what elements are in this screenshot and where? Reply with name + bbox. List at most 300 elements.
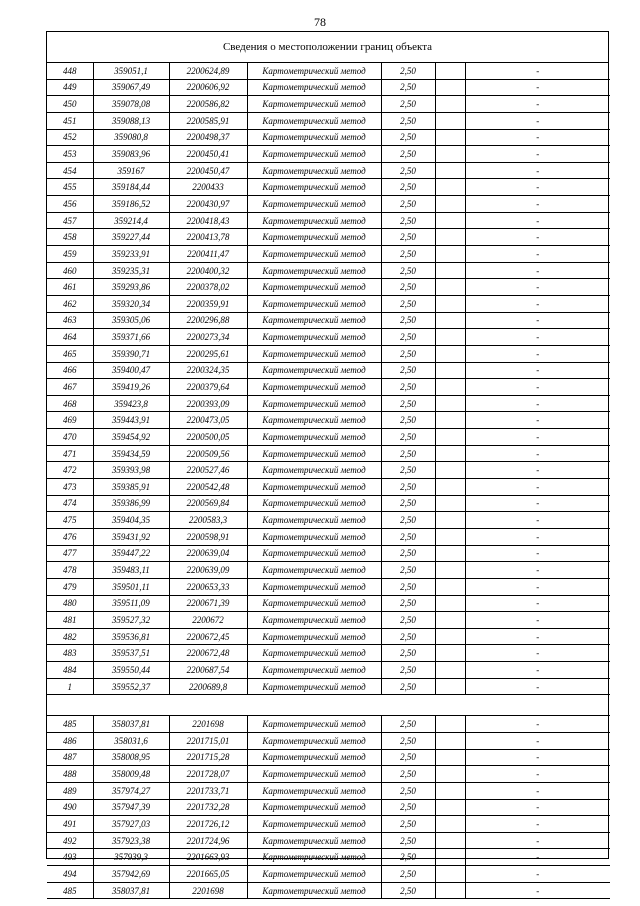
blank-cell bbox=[435, 495, 465, 512]
description-cell: - bbox=[465, 732, 610, 749]
blank-cell bbox=[435, 279, 465, 296]
table-row bbox=[47, 379, 610, 396]
y-coordinate: 2200672 bbox=[169, 612, 247, 629]
table-row bbox=[47, 749, 610, 766]
point-number: 480 bbox=[47, 595, 93, 612]
accuracy-cell: 2,50 bbox=[381, 279, 435, 296]
accuracy-cell: 2,50 bbox=[381, 716, 435, 733]
description-cell: - bbox=[465, 362, 610, 379]
description-cell: - bbox=[465, 578, 610, 595]
method-cell: Картометрический метод bbox=[247, 246, 381, 263]
description-cell: - bbox=[465, 612, 610, 629]
method-cell: Картометрический метод bbox=[247, 96, 381, 113]
blank-cell bbox=[435, 462, 465, 479]
table-row bbox=[47, 578, 610, 595]
blank-cell bbox=[435, 832, 465, 849]
description-cell: - bbox=[465, 495, 610, 512]
blank-cell bbox=[435, 479, 465, 496]
y-coordinate: 2200598,91 bbox=[169, 528, 247, 545]
table-row bbox=[47, 562, 610, 579]
y-coordinate: 2201698 bbox=[169, 882, 247, 899]
y-coordinate: 2200639,09 bbox=[169, 562, 247, 579]
point-number: 494 bbox=[47, 866, 93, 883]
y-coordinate: 2200433 bbox=[169, 179, 247, 196]
x-coordinate: 358031,6 bbox=[93, 732, 169, 749]
point-number: 454 bbox=[47, 162, 93, 179]
y-coordinate: 2200569,84 bbox=[169, 495, 247, 512]
coordinates-frame bbox=[46, 31, 609, 896]
accuracy-cell: 2,50 bbox=[381, 379, 435, 396]
blank-cell bbox=[435, 612, 465, 629]
x-coordinate: 359080,8 bbox=[93, 129, 169, 146]
blank-cell bbox=[435, 429, 465, 446]
x-coordinate: 359186,52 bbox=[93, 196, 169, 213]
method-cell: Картометрический метод bbox=[247, 295, 381, 312]
table-row bbox=[47, 112, 610, 129]
table-row bbox=[47, 179, 610, 196]
description-cell: - bbox=[465, 849, 610, 866]
point-number: 489 bbox=[47, 782, 93, 799]
y-coordinate: 2200498,37 bbox=[169, 129, 247, 146]
point-number: 452 bbox=[47, 129, 93, 146]
description-cell: - bbox=[465, 832, 610, 849]
method-cell: Картометрический метод bbox=[247, 799, 381, 816]
table-row bbox=[47, 212, 610, 229]
y-coordinate: 2201724,96 bbox=[169, 832, 247, 849]
description-cell: - bbox=[465, 262, 610, 279]
accuracy-cell: 2,50 bbox=[381, 312, 435, 329]
description-cell: - bbox=[465, 412, 610, 429]
point-number: 459 bbox=[47, 246, 93, 263]
x-coordinate: 359393,98 bbox=[93, 462, 169, 479]
blank-cell bbox=[435, 562, 465, 579]
y-coordinate: 2200378,02 bbox=[169, 279, 247, 296]
x-coordinate: 359537,51 bbox=[93, 645, 169, 662]
table-row bbox=[47, 479, 610, 496]
x-coordinate: 359483,11 bbox=[93, 562, 169, 579]
description-cell: - bbox=[465, 512, 610, 529]
y-coordinate: 2200672,48 bbox=[169, 645, 247, 662]
method-cell: Картометрический метод bbox=[247, 395, 381, 412]
accuracy-cell: 2,50 bbox=[381, 528, 435, 545]
point-number: 469 bbox=[47, 412, 93, 429]
method-cell: Картометрический метод bbox=[247, 495, 381, 512]
y-coordinate: 2200586,82 bbox=[169, 96, 247, 113]
accuracy-cell: 2,50 bbox=[381, 179, 435, 196]
point-number: 1 bbox=[47, 678, 93, 695]
blank-cell bbox=[435, 766, 465, 783]
method-cell: Картометрический метод bbox=[247, 412, 381, 429]
y-coordinate: 2200606,92 bbox=[169, 79, 247, 96]
table-row bbox=[47, 866, 610, 883]
method-cell: Картометрический метод bbox=[247, 882, 381, 899]
x-coordinate: 359051,1 bbox=[93, 63, 169, 79]
blank-cell bbox=[435, 412, 465, 429]
table-row bbox=[47, 832, 610, 849]
blank-cell bbox=[435, 196, 465, 213]
blank-cell bbox=[435, 146, 465, 163]
point-number: 493 bbox=[47, 849, 93, 866]
method-cell: Картометрический метод bbox=[247, 445, 381, 462]
description-cell: - bbox=[465, 329, 610, 346]
x-coordinate: 357923,38 bbox=[93, 832, 169, 849]
blank-cell bbox=[435, 716, 465, 733]
y-coordinate: 2200324,35 bbox=[169, 362, 247, 379]
y-coordinate: 2201733,71 bbox=[169, 782, 247, 799]
accuracy-cell: 2,50 bbox=[381, 562, 435, 579]
y-coordinate: 2201663,93 bbox=[169, 849, 247, 866]
x-coordinate: 359501,11 bbox=[93, 578, 169, 595]
x-coordinate: 359431,92 bbox=[93, 528, 169, 545]
accuracy-cell: 2,50 bbox=[381, 329, 435, 346]
table-row bbox=[47, 662, 610, 679]
accuracy-cell: 2,50 bbox=[381, 545, 435, 562]
method-cell: Картометрический метод bbox=[247, 749, 381, 766]
x-coordinate: 359320,34 bbox=[93, 295, 169, 312]
table-row bbox=[47, 595, 610, 612]
method-cell: Картометрический метод bbox=[247, 628, 381, 645]
blank-cell bbox=[435, 262, 465, 279]
blank-cell bbox=[435, 79, 465, 96]
method-cell: Картометрический метод bbox=[247, 612, 381, 629]
y-coordinate: 2200500,05 bbox=[169, 429, 247, 446]
point-number: 449 bbox=[47, 79, 93, 96]
point-number: 485 bbox=[47, 882, 93, 899]
point-number: 470 bbox=[47, 429, 93, 446]
blank-cell bbox=[435, 246, 465, 263]
accuracy-cell: 2,50 bbox=[381, 79, 435, 96]
x-coordinate: 359454,92 bbox=[93, 429, 169, 446]
description-cell: - bbox=[465, 246, 610, 263]
point-number: 481 bbox=[47, 612, 93, 629]
accuracy-cell: 2,50 bbox=[381, 96, 435, 113]
x-coordinate: 357942,69 bbox=[93, 866, 169, 883]
y-coordinate: 2200393,09 bbox=[169, 395, 247, 412]
x-coordinate: 359386,99 bbox=[93, 495, 169, 512]
accuracy-cell: 2,50 bbox=[381, 732, 435, 749]
y-coordinate: 2200527,46 bbox=[169, 462, 247, 479]
point-number: 474 bbox=[47, 495, 93, 512]
y-coordinate: 2201726,12 bbox=[169, 816, 247, 833]
point-number: 490 bbox=[47, 799, 93, 816]
table-row bbox=[47, 129, 610, 146]
y-coordinate: 2200418,43 bbox=[169, 212, 247, 229]
blank-cell bbox=[435, 512, 465, 529]
x-coordinate: 359305,06 bbox=[93, 312, 169, 329]
point-number: 478 bbox=[47, 562, 93, 579]
point-number: 483 bbox=[47, 645, 93, 662]
point-number: 462 bbox=[47, 295, 93, 312]
blank-cell bbox=[435, 732, 465, 749]
accuracy-cell: 2,50 bbox=[381, 799, 435, 816]
point-number: 448 bbox=[47, 63, 93, 79]
x-coordinate: 359184,44 bbox=[93, 179, 169, 196]
table-row bbox=[47, 295, 610, 312]
y-coordinate: 2200450,41 bbox=[169, 146, 247, 163]
x-coordinate: 359235,31 bbox=[93, 262, 169, 279]
method-cell: Картометрический метод bbox=[247, 816, 381, 833]
method-cell: Картометрический метод bbox=[247, 528, 381, 545]
blank-cell bbox=[435, 882, 465, 899]
x-coordinate: 358037,81 bbox=[93, 882, 169, 899]
point-number: 467 bbox=[47, 379, 93, 396]
y-coordinate: 2200273,34 bbox=[169, 329, 247, 346]
method-cell: Картометрический метод bbox=[247, 63, 381, 79]
description-cell: - bbox=[465, 146, 610, 163]
method-cell: Картометрический метод bbox=[247, 678, 381, 695]
y-coordinate: 2200624,89 bbox=[169, 63, 247, 79]
y-coordinate: 2200295,61 bbox=[169, 345, 247, 362]
method-cell: Картометрический метод bbox=[247, 832, 381, 849]
table-row bbox=[47, 462, 610, 479]
table-row bbox=[47, 766, 610, 783]
table-row bbox=[47, 63, 610, 79]
description-cell: - bbox=[465, 279, 610, 296]
method-cell: Картометрический метод bbox=[247, 562, 381, 579]
method-cell: Картометрический метод bbox=[247, 849, 381, 866]
method-cell: Картометрический метод bbox=[247, 329, 381, 346]
table-row bbox=[47, 628, 610, 645]
point-number: 458 bbox=[47, 229, 93, 246]
point-number: 479 bbox=[47, 578, 93, 595]
description-cell: - bbox=[465, 678, 610, 695]
blank-cell bbox=[435, 678, 465, 695]
table-row bbox=[47, 196, 610, 213]
blank-cell bbox=[435, 63, 465, 79]
x-coordinate: 359536,81 bbox=[93, 628, 169, 645]
method-cell: Картометрический метод bbox=[247, 312, 381, 329]
accuracy-cell: 2,50 bbox=[381, 445, 435, 462]
accuracy-cell: 2,50 bbox=[381, 162, 435, 179]
method-cell: Картометрический метод bbox=[247, 345, 381, 362]
method-cell: Картометрический метод bbox=[247, 732, 381, 749]
point-number: 488 bbox=[47, 766, 93, 783]
point-number: 460 bbox=[47, 262, 93, 279]
y-coordinate: 2200509,56 bbox=[169, 445, 247, 462]
accuracy-cell: 2,50 bbox=[381, 645, 435, 662]
method-cell: Картометрический метод bbox=[247, 766, 381, 783]
blank-cell bbox=[435, 229, 465, 246]
x-coordinate: 357974,27 bbox=[93, 782, 169, 799]
x-coordinate: 357939,3 bbox=[93, 849, 169, 866]
x-coordinate: 359404,35 bbox=[93, 512, 169, 529]
y-coordinate: 2200379,64 bbox=[169, 379, 247, 396]
table-row bbox=[47, 395, 610, 412]
accuracy-cell: 2,50 bbox=[381, 63, 435, 79]
description-cell: - bbox=[465, 882, 610, 899]
method-cell: Картометрический метод bbox=[247, 196, 381, 213]
table-row bbox=[47, 429, 610, 446]
method-cell: Картометрический метод bbox=[247, 212, 381, 229]
table-row bbox=[47, 732, 610, 749]
blank-cell bbox=[435, 528, 465, 545]
description-cell: - bbox=[465, 749, 610, 766]
blank-cell bbox=[435, 799, 465, 816]
table-row bbox=[47, 312, 610, 329]
method-cell: Картометрический метод bbox=[247, 595, 381, 612]
table-row bbox=[47, 612, 610, 629]
table-row bbox=[47, 329, 610, 346]
description-cell: - bbox=[465, 766, 610, 783]
accuracy-cell: 2,50 bbox=[381, 129, 435, 146]
y-coordinate: 2200473,05 bbox=[169, 412, 247, 429]
point-number: 485 bbox=[47, 716, 93, 733]
x-coordinate: 359419,26 bbox=[93, 379, 169, 396]
accuracy-cell: 2,50 bbox=[381, 495, 435, 512]
accuracy-cell: 2,50 bbox=[381, 462, 435, 479]
point-number: 461 bbox=[47, 279, 93, 296]
method-cell: Картометрический метод bbox=[247, 179, 381, 196]
description-cell: - bbox=[465, 295, 610, 312]
x-coordinate: 359078,08 bbox=[93, 96, 169, 113]
description-cell: - bbox=[465, 462, 610, 479]
description-cell: - bbox=[465, 429, 610, 446]
method-cell: Картометрический метод bbox=[247, 112, 381, 129]
x-coordinate: 358008,95 bbox=[93, 749, 169, 766]
x-coordinate: 359293,86 bbox=[93, 279, 169, 296]
point-number: 463 bbox=[47, 312, 93, 329]
table-row bbox=[47, 79, 610, 96]
blank-cell bbox=[435, 329, 465, 346]
table-row bbox=[47, 545, 610, 562]
accuracy-cell: 2,50 bbox=[381, 429, 435, 446]
method-cell: Картометрический метод bbox=[247, 645, 381, 662]
point-number: 451 bbox=[47, 112, 93, 129]
blank-cell bbox=[435, 628, 465, 645]
x-coordinate: 359400,47 bbox=[93, 362, 169, 379]
method-cell: Картометрический метод bbox=[247, 578, 381, 595]
y-coordinate: 2200411,47 bbox=[169, 246, 247, 263]
description-cell: - bbox=[465, 816, 610, 833]
blank-cell bbox=[435, 129, 465, 146]
method-cell: Картометрический метод bbox=[247, 866, 381, 883]
y-coordinate: 2200450,47 bbox=[169, 162, 247, 179]
y-coordinate: 2200585,91 bbox=[169, 112, 247, 129]
table-row bbox=[47, 816, 610, 833]
x-coordinate: 359447,22 bbox=[93, 545, 169, 562]
x-coordinate: 357947,39 bbox=[93, 799, 169, 816]
description-cell: - bbox=[465, 129, 610, 146]
blank-cell bbox=[435, 545, 465, 562]
method-cell: Картометрический метод bbox=[247, 362, 381, 379]
description-cell: - bbox=[465, 379, 610, 396]
accuracy-cell: 2,50 bbox=[381, 412, 435, 429]
description-cell: - bbox=[465, 866, 610, 883]
table-row bbox=[47, 678, 610, 695]
table-row bbox=[47, 162, 610, 179]
description-cell: - bbox=[465, 628, 610, 645]
accuracy-cell: 2,50 bbox=[381, 229, 435, 246]
description-cell: - bbox=[465, 229, 610, 246]
point-number: 486 bbox=[47, 732, 93, 749]
blank-cell bbox=[435, 662, 465, 679]
blank-cell bbox=[435, 595, 465, 612]
description-cell: - bbox=[465, 395, 610, 412]
description-cell: - bbox=[465, 782, 610, 799]
y-coordinate: 2201715,28 bbox=[169, 749, 247, 766]
point-number: 471 bbox=[47, 445, 93, 462]
y-coordinate: 2200542,48 bbox=[169, 479, 247, 496]
description-cell: - bbox=[465, 562, 610, 579]
y-coordinate: 2201732,28 bbox=[169, 799, 247, 816]
description-cell: - bbox=[465, 662, 610, 679]
table-row bbox=[47, 279, 610, 296]
y-coordinate: 2200296,88 bbox=[169, 312, 247, 329]
table-row bbox=[47, 528, 610, 545]
point-number: 476 bbox=[47, 528, 93, 545]
description-cell: - bbox=[465, 63, 610, 79]
accuracy-cell: 2,50 bbox=[381, 678, 435, 695]
y-coordinate: 2200672,45 bbox=[169, 628, 247, 645]
x-coordinate: 359083,96 bbox=[93, 146, 169, 163]
method-cell: Картометрический метод bbox=[247, 146, 381, 163]
accuracy-cell: 2,50 bbox=[381, 866, 435, 883]
accuracy-cell: 2,50 bbox=[381, 628, 435, 645]
description-cell: - bbox=[465, 162, 610, 179]
method-cell: Картометрический метод bbox=[247, 716, 381, 733]
point-number: 456 bbox=[47, 196, 93, 213]
method-cell: Картометрический метод bbox=[247, 512, 381, 529]
x-coordinate: 359511,09 bbox=[93, 595, 169, 612]
accuracy-cell: 2,50 bbox=[381, 295, 435, 312]
description-cell: - bbox=[465, 545, 610, 562]
blank-cell bbox=[435, 395, 465, 412]
y-coordinate: 2200400,32 bbox=[169, 262, 247, 279]
separator-row bbox=[47, 695, 610, 716]
description-cell: - bbox=[465, 312, 610, 329]
point-number: 464 bbox=[47, 329, 93, 346]
accuracy-cell: 2,50 bbox=[381, 146, 435, 163]
blank-cell bbox=[435, 782, 465, 799]
description-cell: - bbox=[465, 179, 610, 196]
coordinates-table bbox=[47, 63, 610, 899]
y-coordinate: 2200583,3 bbox=[169, 512, 247, 529]
blank-cell bbox=[435, 578, 465, 595]
accuracy-cell: 2,50 bbox=[381, 662, 435, 679]
y-coordinate: 2201728,07 bbox=[169, 766, 247, 783]
accuracy-cell: 2,50 bbox=[381, 595, 435, 612]
table-row bbox=[47, 849, 610, 866]
x-coordinate: 357927,03 bbox=[93, 816, 169, 833]
point-number: 487 bbox=[47, 749, 93, 766]
description-cell: - bbox=[465, 79, 610, 96]
description-cell: - bbox=[465, 528, 610, 545]
accuracy-cell: 2,50 bbox=[381, 749, 435, 766]
accuracy-cell: 2,50 bbox=[381, 782, 435, 799]
table-row bbox=[47, 882, 610, 899]
accuracy-cell: 2,50 bbox=[381, 345, 435, 362]
accuracy-cell: 2,50 bbox=[381, 246, 435, 263]
point-number: 491 bbox=[47, 816, 93, 833]
method-cell: Картометрический метод bbox=[247, 229, 381, 246]
method-cell: Картометрический метод bbox=[247, 379, 381, 396]
description-cell: - bbox=[465, 645, 610, 662]
x-coordinate: 359423,8 bbox=[93, 395, 169, 412]
method-cell: Картометрический метод bbox=[247, 129, 381, 146]
table-row bbox=[47, 229, 610, 246]
table-row bbox=[47, 412, 610, 429]
accuracy-cell: 2,50 bbox=[381, 262, 435, 279]
method-cell: Картометрический метод bbox=[247, 279, 381, 296]
blank-cell bbox=[435, 96, 465, 113]
accuracy-cell: 2,50 bbox=[381, 816, 435, 833]
x-coordinate: 359385,91 bbox=[93, 479, 169, 496]
y-coordinate: 2200689,8 bbox=[169, 678, 247, 695]
x-coordinate: 358037,81 bbox=[93, 716, 169, 733]
blank-cell bbox=[435, 849, 465, 866]
table-title: Сведения о местоположении границ объекта bbox=[47, 32, 608, 63]
accuracy-cell: 2,50 bbox=[381, 395, 435, 412]
